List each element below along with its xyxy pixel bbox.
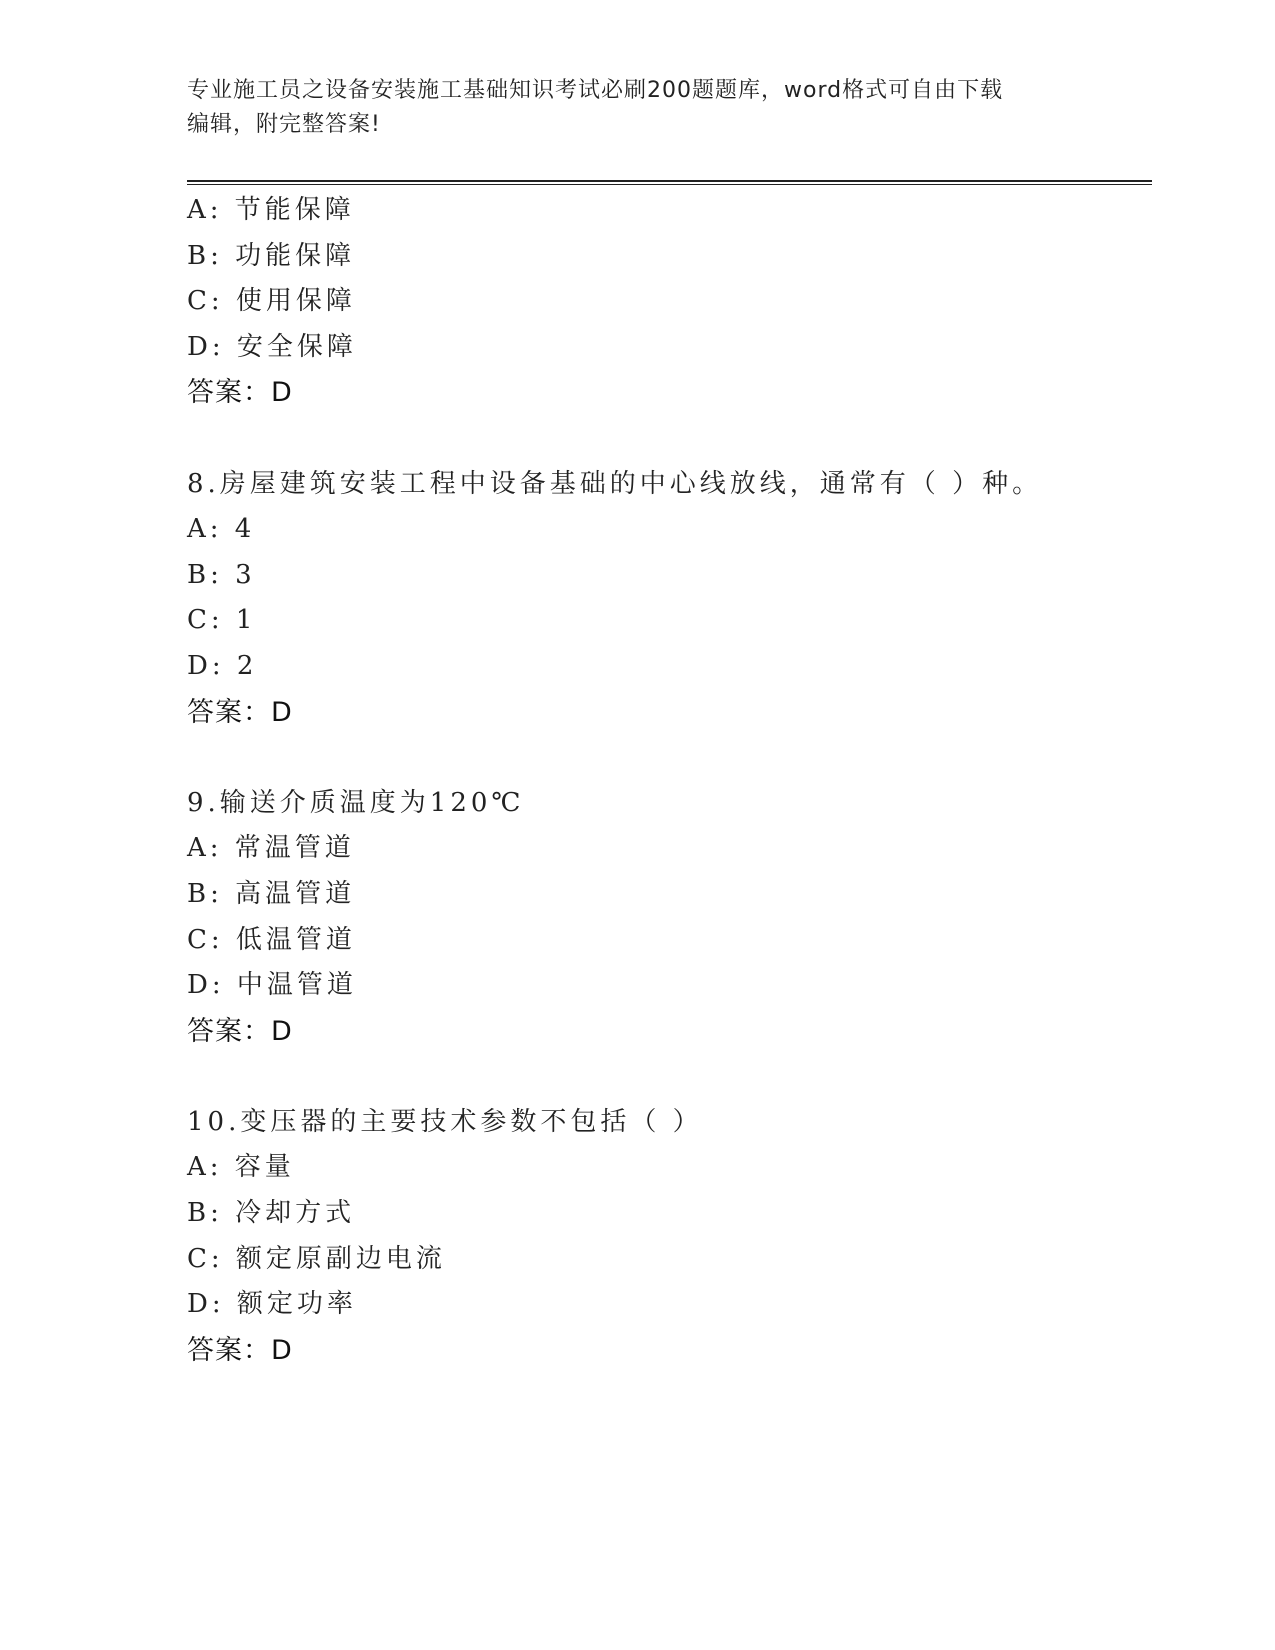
option-d: D: 2 [187,650,258,681]
option-a: A: 容量 [187,1152,295,1183]
header-line-1: 专业施工员之设备安装施工基础知识考试必刷200题题库，word格式可自由下载 [187,78,1004,103]
question-8-block [187,462,1147,736]
option-c: C: 低温管道 [187,924,356,955]
spacer [187,1054,1147,1100]
option-c: C: 1 [187,605,257,636]
option-c: C: 使用保障 [187,286,356,317]
question-text: 10.变压器的主要技术参数不包括（ ） [187,1106,703,1137]
header-divider-thin [187,184,1152,185]
option-b: B: 高温管道 [187,878,356,909]
option-b: B: 冷却方式 [187,1198,356,1229]
answer-line: 答案：D [187,377,293,409]
option-d: D: 额定功率 [187,1289,357,1320]
option-a: A: 常温管道 [187,833,355,864]
question-text: 9.输送介质温度为120℃ [187,787,525,818]
answer-line: 答案：D [187,1015,293,1047]
option-a: A: 节能保障 [187,195,355,225]
header-divider-thick [187,180,1152,182]
document-header [187,74,1067,142]
header-line-2: 编辑，附完整答案! [187,112,381,137]
option-d: D: 中温管道 [187,970,357,1001]
option-b: B: 功能保障 [187,240,356,271]
answer-line: 答案：D [187,1334,293,1366]
option-b: B: 3 [187,559,256,590]
spacer [187,735,1147,781]
answer-line: 答案：D [187,696,293,728]
question-10-block [187,1100,1147,1374]
option-c: C: 额定原副边电流 [187,1243,446,1274]
question-7-block [187,188,1147,416]
option-d: D: 安全保障 [187,331,357,362]
question-9-block [187,781,1147,1055]
question-text: 8.房屋建筑安装工程中设备基础的中心线放线，通常有（ ）种。 [187,468,1043,499]
option-a: A: 4 [187,514,256,545]
spacer [187,416,1147,462]
question-list [187,188,1147,1373]
